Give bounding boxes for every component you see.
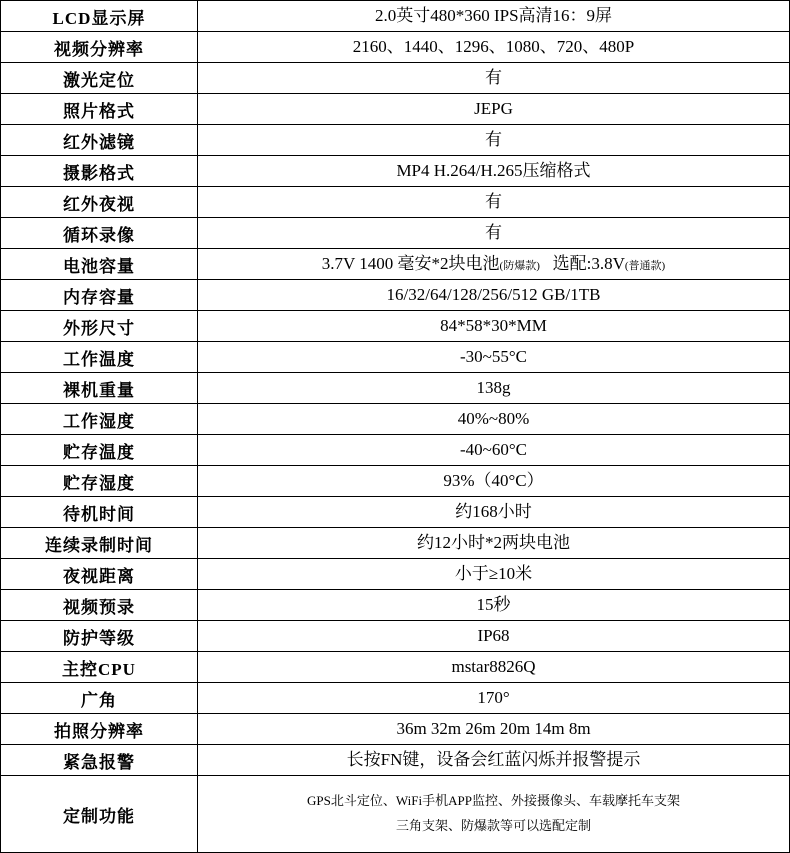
table-row	[1, 32, 790, 63]
row-value-text: 84*58*30*MM	[440, 316, 547, 336]
row-value	[198, 280, 790, 311]
table-row	[1, 776, 790, 853]
table-row	[1, 125, 790, 156]
row-value	[198, 156, 790, 187]
table-row	[1, 714, 790, 745]
row-value-text: JEPG	[474, 99, 513, 119]
row-label: 主控CPU	[1, 652, 198, 683]
table-row	[1, 745, 790, 776]
row-value-text: 有	[485, 68, 502, 88]
row-value	[198, 559, 790, 590]
row-label: 外形尺寸	[1, 311, 198, 342]
row-value	[198, 125, 790, 156]
row-label: 连续录制时间	[1, 528, 198, 559]
table-body	[1, 1, 790, 853]
row-label: LCD显示屏	[1, 1, 198, 32]
row-value-text: IP68	[477, 626, 510, 646]
row-label: 广角	[1, 683, 198, 714]
row-value	[198, 745, 790, 776]
row-label: 定制功能	[1, 776, 198, 853]
custom-feature-line-1: GPS北斗定位、WiFi手机APP监控、外接摄像头、车载摩托车支架	[307, 793, 680, 809]
row-value-text: 2160、1440、1296、1080、720、480P	[352, 37, 635, 57]
table-row	[1, 559, 790, 590]
table-row	[1, 311, 790, 342]
row-label: 视频分辨率	[1, 32, 198, 63]
table-row	[1, 94, 790, 125]
row-value	[198, 63, 790, 94]
row-value-text: 16/32/64/128/256/512 GB/1TB	[386, 285, 601, 305]
table-row	[1, 249, 790, 280]
row-label: 照片格式	[1, 94, 198, 125]
row-value	[198, 714, 790, 745]
row-label: 红外滤镜	[1, 125, 198, 156]
row-label: 红外夜视	[1, 187, 198, 218]
custom-feature-line-2: 三角支架、防爆款等可以选配定制	[395, 818, 591, 833]
row-label: 贮存湿度	[1, 466, 198, 497]
table-row	[1, 497, 790, 528]
row-value-text: 93%（40°C）	[443, 471, 544, 491]
row-label: 电池容量	[1, 249, 198, 280]
row-value	[198, 497, 790, 528]
row-value	[198, 466, 790, 497]
battery-note-explosionproof: (防爆款)	[499, 260, 540, 273]
row-value	[198, 590, 790, 621]
row-value	[198, 32, 790, 63]
battery-value-line	[198, 253, 789, 274]
row-value	[198, 373, 790, 404]
table-row	[1, 218, 790, 249]
row-value-text: 40%~80%	[457, 409, 530, 429]
table-row	[1, 342, 790, 373]
table-row	[1, 280, 790, 311]
row-value-text: 36m 32m 26m 20m 14m 8m	[396, 719, 591, 739]
table-row	[1, 528, 790, 559]
row-label: 工作湿度	[1, 404, 198, 435]
table-row	[1, 404, 790, 435]
row-value-text: -40~60°C	[460, 440, 527, 460]
row-label: 防护等级	[1, 621, 198, 652]
row-value	[198, 311, 790, 342]
row-label: 夜视距离	[1, 559, 198, 590]
table-row	[1, 652, 790, 683]
row-value-text: 有	[485, 130, 502, 150]
row-value-text: -30~55°C	[460, 347, 527, 367]
row-label: 拍照分辨率	[1, 714, 198, 745]
row-value	[198, 652, 790, 683]
row-label: 工作温度	[1, 342, 198, 373]
row-value-text: 2.0英寸480*360 IPS高清16：9屏	[374, 6, 613, 26]
row-label: 待机时间	[1, 497, 198, 528]
table-row	[1, 63, 790, 94]
row-value-text: mstar8826Q	[451, 657, 536, 677]
row-value	[198, 683, 790, 714]
row-value	[198, 218, 790, 249]
row-value-custom-features	[198, 776, 790, 853]
row-value	[198, 404, 790, 435]
row-value-text: 小于≥10米	[454, 564, 533, 584]
table-row	[1, 435, 790, 466]
row-label: 激光定位	[1, 63, 198, 94]
table-row	[1, 683, 790, 714]
row-label: 摄影格式	[1, 156, 198, 187]
row-value	[198, 435, 790, 466]
row-label: 裸机重量	[1, 373, 198, 404]
table-row	[1, 1, 790, 32]
row-value	[198, 621, 790, 652]
table-row	[1, 621, 790, 652]
row-label: 贮存温度	[1, 435, 198, 466]
row-label: 视频预录	[1, 590, 198, 621]
row-value	[198, 94, 790, 125]
row-value-text: 15秒	[476, 595, 511, 615]
table-row	[1, 187, 790, 218]
row-value-text: MP4 H.264/H.265压缩格式	[396, 161, 591, 181]
row-value-text: 138g	[476, 378, 511, 398]
table-row	[1, 590, 790, 621]
table-row	[1, 373, 790, 404]
row-value-text: 170°	[477, 688, 510, 708]
row-value-battery	[198, 249, 790, 280]
row-value-text: 约12小时*2两块电池	[417, 533, 570, 553]
row-label: 紧急报警	[1, 745, 198, 776]
row-label: 循环录像	[1, 218, 198, 249]
row-value	[198, 1, 790, 32]
table-row	[1, 156, 790, 187]
battery-option-text: 选配:3.8V	[552, 254, 625, 274]
row-value-text: 有	[485, 192, 502, 212]
row-value	[198, 187, 790, 218]
row-value	[198, 528, 790, 559]
battery-note-standard: (普通款)	[624, 260, 666, 273]
row-value-text: 长按FN键，设备会红蓝闪烁并报警提示	[346, 750, 641, 770]
battery-main-text: 3.7V 1400 毫安*2块电池	[321, 254, 500, 274]
row-value-text: 有	[485, 223, 502, 243]
row-value	[198, 342, 790, 373]
row-value-text: 约168小时	[455, 502, 532, 522]
row-label: 内存容量	[1, 280, 198, 311]
table-row	[1, 466, 790, 497]
